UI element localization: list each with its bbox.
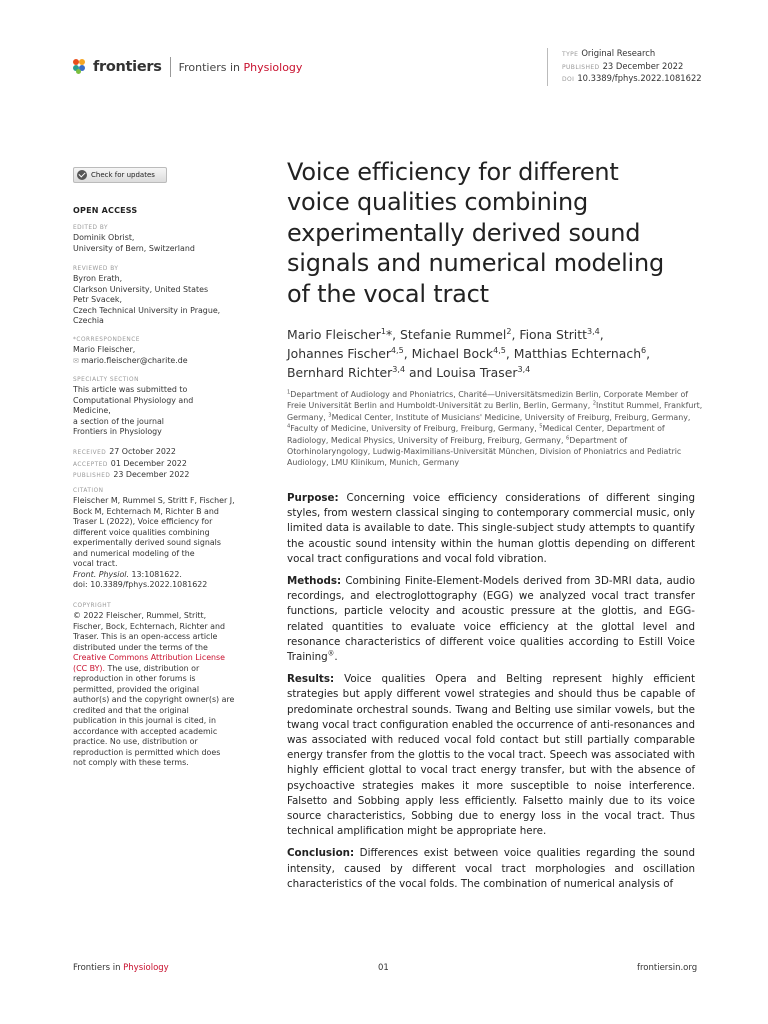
received-line xyxy=(73,447,238,459)
specialty-line: This article was submitted to xyxy=(73,385,188,394)
author-affil-sup: 6 xyxy=(641,345,647,355)
copyright-line xyxy=(73,664,238,675)
published-label: PUBLISHED xyxy=(562,63,600,71)
citation-line: Fleischer M, Rummel S, Stritt F, Fischer J, xyxy=(73,496,235,505)
author-name: Louisa Traser xyxy=(436,365,518,380)
copyright-line: permitted, provided the original xyxy=(73,684,200,694)
editor-affiliation: University of Bern, Switzerland xyxy=(73,243,195,253)
citation-doi[interactable]: doi: 10.3389/fphys.2022.1081622 xyxy=(73,580,208,589)
citation-line: Bock M, Echternach M, Richter B and xyxy=(73,506,219,516)
citation-line: Traser L (2022), Voice efficiency for xyxy=(73,517,213,526)
publisher-logo[interactable] xyxy=(73,57,302,77)
copyright-line: Fischer, Bock, Echternach, Richter and xyxy=(73,621,226,631)
reviewed-label: REVIEWED BY xyxy=(73,266,119,272)
author[interactable] xyxy=(514,346,646,361)
cc-license-link[interactable]: Creative Commons Attribution License xyxy=(73,653,226,662)
copyright-line: reproduction is permitted which does xyxy=(73,747,221,757)
author-affil-sup: 3,4 xyxy=(392,364,406,374)
methods-text: Combining Finite-Element-Models derived from 3D-MRI data, audio recordings, and electroglottography (EGG) we analyzed vocal tract transfer functions, particle velocity and acoustic pressure at the glottis, and EGG-related quantities to evaluate voice efficiency at the glottal level and resonance characteristics of different voice qualities according to Estill Voice Training xyxy=(287,575,695,664)
logo-text: frontiers xyxy=(93,59,162,75)
affil-number: 1 xyxy=(287,389,291,396)
author-affil-sup: 2 xyxy=(506,326,512,336)
logo-divider xyxy=(170,57,171,77)
reviewer-line: Clarkson University, United States xyxy=(73,284,209,294)
sidebar-citation xyxy=(73,487,238,591)
journal-title: Physiology xyxy=(243,60,303,74)
corresponding-mark: * xyxy=(385,327,393,342)
copyright-line: distributed under the terms of the xyxy=(73,642,208,652)
published-line xyxy=(73,470,238,482)
affil-number: 4 xyxy=(287,423,291,430)
check-updates-label: Check for updates xyxy=(91,171,155,179)
affil-text: Medical Center, Department of Radiology, Medical Physics, University of Freiburg, Freiburg, Germany, xyxy=(287,424,665,445)
author[interactable] xyxy=(412,346,506,361)
received-label: RECEIVED xyxy=(73,450,107,456)
affil-number: 2 xyxy=(592,400,596,407)
page-number: 01 xyxy=(378,963,389,973)
title-line: experimentally derived sound xyxy=(287,218,641,247)
affil-number: 5 xyxy=(539,423,543,430)
author-affil-sup: 4,5 xyxy=(493,345,506,355)
copyright-text: The use, distribution or xyxy=(105,663,200,673)
affil-text: Department of Audiology and Phoniatrics, Charité—Universitätsmedizin Berlin, Corporate Member of Freie Universität Berlin and Humboldt-Universität zu Berlin, Berlin, Germany, xyxy=(287,390,689,411)
results-label: Results: xyxy=(287,673,335,686)
doi-label: DOI xyxy=(562,76,575,83)
abstract-results xyxy=(287,672,695,839)
reviewer-line: Petr Svacek, xyxy=(73,295,122,304)
purpose-text: Concerning voice efficiency considerations of different singing styles, from western classical singing to contemporary commercial music, only limited data is available to date. This single-subject study attempts to quantify the acoustic sound intensity within the human glottis depending on different vocal tract configurations and vocal fold vibration. xyxy=(287,492,695,565)
title-line: signals and numerical modeling xyxy=(287,249,665,278)
footer-journal-name: Physiology xyxy=(123,963,169,973)
affiliations xyxy=(287,389,707,469)
copyright-line: credited and that the original xyxy=(73,705,189,715)
article-title xyxy=(287,157,707,309)
citation-journal: Front. Physiol. xyxy=(73,569,129,579)
affil-number: 6 xyxy=(565,435,570,441)
author-affil-sup: 3,4 xyxy=(517,364,531,374)
copyright-line: Traser. This is an open-access article xyxy=(73,632,218,641)
correspondence-name: Mario Fleischer, xyxy=(73,345,136,354)
author[interactable] xyxy=(287,346,404,361)
editor-name: Dominik Obrist, xyxy=(73,233,135,242)
journal-name[interactable] xyxy=(179,61,303,74)
specialty-line: Frontiers in Physiology xyxy=(73,427,162,436)
affil-text: Institut Rummel, Frankfurt, Germany, xyxy=(287,401,703,422)
correspondence-label: *CORRESPONDENCE xyxy=(73,337,140,343)
author-name: Mario Fleischer xyxy=(287,327,381,342)
published-line xyxy=(562,61,702,74)
type-label: TYPE xyxy=(562,51,579,58)
journal-prefix: Frontiers in xyxy=(178,60,240,74)
author[interactable] xyxy=(519,327,599,342)
author[interactable] xyxy=(287,327,392,342)
published-label: PUBLISHED xyxy=(73,473,111,479)
published-value: 23 December 2022 xyxy=(113,470,190,479)
specialty-line: Computational Physiology and xyxy=(73,395,194,405)
abstract-methods xyxy=(287,574,695,665)
author[interactable] xyxy=(287,365,405,380)
sidebar-dates xyxy=(73,447,238,482)
affil-text: Medical Center, Institute of Musicians' Medicine, University of Freiburg, Freiburg, Germany, xyxy=(331,412,691,422)
accepted-line xyxy=(73,459,238,471)
citation-label: CITATION xyxy=(73,488,104,494)
accepted-label: ACCEPTED xyxy=(73,461,108,468)
sidebar-correspondence xyxy=(73,336,238,366)
specialty-line: a section of the journal xyxy=(73,416,164,426)
author[interactable] xyxy=(400,327,511,342)
article-meta xyxy=(547,48,702,86)
affil-text: Faculty of Medicine, University of Freiburg, Freiburg, Germany, xyxy=(290,424,540,434)
citation-line: and numerical modeling of the xyxy=(73,548,195,558)
author-name: Fiona Stritt xyxy=(519,327,587,342)
frontiers-logo-icon xyxy=(73,59,89,75)
reviewer-line: Czech Technical University in Prague, xyxy=(73,305,221,315)
author[interactable] xyxy=(436,365,530,380)
conclusion-label: Conclusion: xyxy=(287,847,355,860)
conclusion-text: Differences exist between voice qualities regarding the sound intensity, caused by different vocal tract morphologies and oscillation characteristics of the vocal folds. The combination of numerical analysis of xyxy=(287,847,695,890)
check-for-updates-button[interactable] xyxy=(73,167,167,183)
copyright-line: accordance with accepted academic xyxy=(73,726,218,736)
copyright-line: not comply with these terms. xyxy=(73,758,189,767)
author-name: Matthias Echternach xyxy=(513,346,642,361)
author-list: Mario Fleischer$^1$*, Stefanie Rummel$^2$, Fiona Stritt$^{3,4}$, Johannes Fischer$^{4,5}$, Michael Bock$^{4,5}$, Matthias Echternach$^6$, Bernhard Richter$^{3,4}$ and Louisa Traser$^{3,4}$ xyxy=(287,326,651,380)
author-name: Johannes Fischer xyxy=(287,346,391,361)
author-name: Bernhard Richter xyxy=(287,365,393,380)
footer-site-link[interactable]: frontiersin.org xyxy=(637,963,698,973)
citation-journal-line xyxy=(73,570,238,581)
methods-label: Methods: xyxy=(287,575,342,588)
sidebar-reviewed xyxy=(73,265,238,327)
type-value: Original Research xyxy=(581,48,656,58)
open-access-label: OPEN ACCESS xyxy=(73,206,138,215)
sidebar-edited xyxy=(73,224,238,254)
accepted-value: 01 December 2022 xyxy=(110,458,187,468)
abstract xyxy=(287,491,695,899)
reviewer-line: Czechia xyxy=(73,316,104,325)
author-affil-sup: 3,4 xyxy=(586,326,600,336)
citation-line: vocal tract. xyxy=(73,559,118,568)
purpose-label: Purpose: xyxy=(287,492,339,504)
results-text: Voice qualities Opera and Belting represent highly efficient strategies but apply different vowel strategies and should thus be capable of predominate orchestral sounds. Twang and Belting use similar vowels, but the twang vocal tract configuration enabled the occurrence of anti-resonances and was associated with reduced vocal fold contact but still partially comparable energy transfer from the glottis to the vocal tract. Speech was associated with highly efficient glottal to vocal tract energy transfer, but with the absence of psychoactive strategies makes it more susceptible to noise interference. Falsetto and Sobbing apply less efficiently. Falsetto mainly due to its voice source characteristics, Sobbing due to energy loss in the vocal tract. Thus technical amplification might be appropriate here. xyxy=(287,673,695,838)
citation-volume: 13:1081622. xyxy=(128,569,182,579)
author-name: Stefanie Rummel xyxy=(400,327,507,342)
copyright-line: publication in this journal is cited, in xyxy=(73,716,216,725)
specialty-line: Medicine, xyxy=(73,406,111,415)
doi-value[interactable]: 10.3389/fphys.2022.1081622 xyxy=(577,73,702,83)
abstract-conclusion xyxy=(287,846,695,892)
title-line: Voice efficiency for different xyxy=(287,158,619,186)
sidebar-copyright xyxy=(73,602,238,769)
edited-label: EDITED BY xyxy=(73,225,109,231)
author-affil-sup: 4,5 xyxy=(390,345,404,355)
correspondence-email[interactable]: mario.fleischer@charite.de xyxy=(81,355,188,365)
citation-line: experimentally derived sound signals xyxy=(73,538,221,547)
title-line: voice qualities combining xyxy=(287,188,589,217)
citation-line: different voice qualities combining xyxy=(73,527,210,537)
published-value: 23 December 2022 xyxy=(602,60,684,71)
specialty-label: SPECIALTY SECTION xyxy=(73,377,139,383)
author-affil-sup: 1 xyxy=(380,326,386,336)
footer-journal[interactable] xyxy=(73,963,169,973)
sidebar-specialty xyxy=(73,376,238,438)
received-value: 27 October 2022 xyxy=(109,447,176,456)
correspondence-email-row[interactable] xyxy=(73,356,238,367)
copyright-line: author(s) and the copyright owner(s) are xyxy=(73,695,235,704)
mail-icon: ✉ xyxy=(73,356,82,365)
affil-text: Department of Otorhinolaryngology, Ludwig-Maximilians-Universität München, Division of Phoniatrics and Pediatric Audiology, LMU Klinikum, Munich, Germany xyxy=(287,435,682,468)
copyright-line: practice. No use, distribution or xyxy=(73,737,198,746)
copyright-label: COPYRIGHT xyxy=(73,603,112,609)
methods-end: . xyxy=(334,651,338,664)
copyright-line: reproduction in other forums is xyxy=(73,674,196,683)
type-line xyxy=(562,48,702,61)
cc-by-link[interactable]: (CC BY). xyxy=(73,663,105,673)
author-name: Michael Bock xyxy=(411,346,494,361)
abstract-purpose xyxy=(287,491,695,567)
title-line: of the vocal tract xyxy=(287,279,489,308)
footer-journal-prefix: Frontiers in xyxy=(73,963,121,973)
reviewer-line: Byron Erath, xyxy=(73,274,123,283)
registered-mark: ® xyxy=(327,649,335,658)
copyright-line: © 2022 Fleischer, Rummel, Stritt, xyxy=(73,611,207,620)
doi-line[interactable] xyxy=(562,73,702,86)
check-icon xyxy=(77,170,87,180)
affil-number: 3 xyxy=(328,412,332,419)
